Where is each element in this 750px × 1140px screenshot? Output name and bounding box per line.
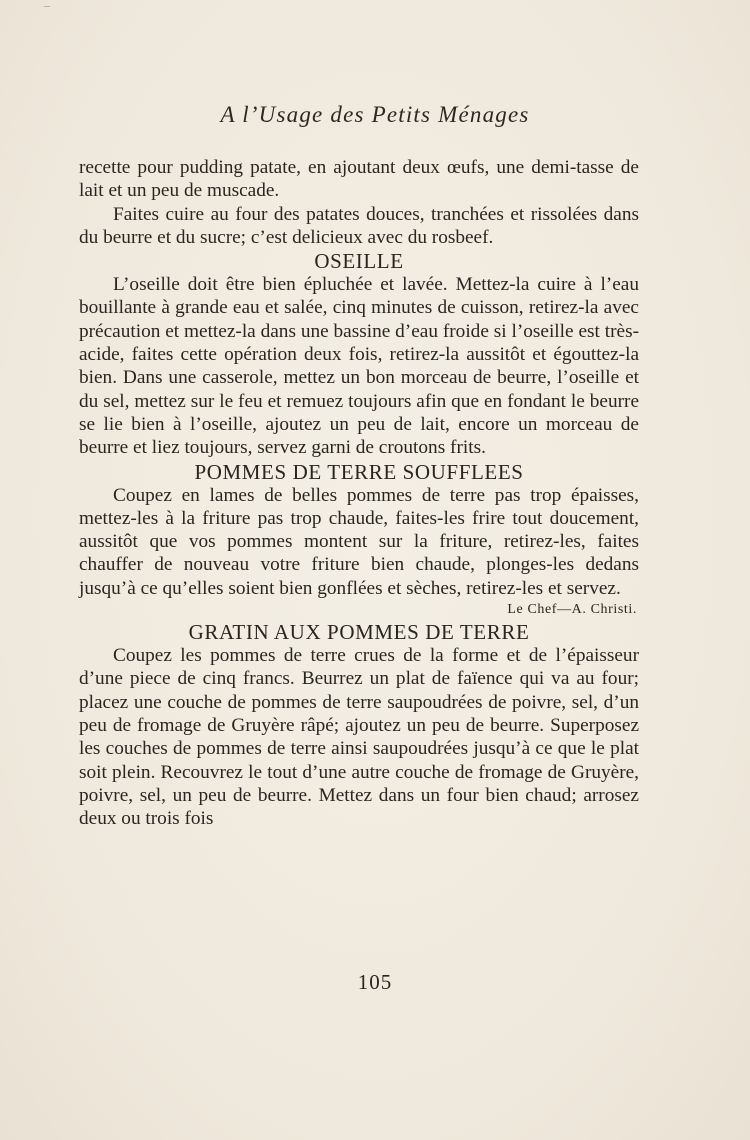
paragraph-pommes-soufflees: Coupez en lames de belles pommes de terre pas trop épaisses, mettez-les à la friture pas trop chaude, faites-les frire tout doucement, aussitôt que vos pommes montent sur la friture, retirez-les, faites chauffer de nouveau votre friture bien chaude, plonges-les dedans jusqu’à ce qu’elles soient bien gonflées et sèches, retirez-les et servez. xyxy=(79,484,639,599)
paragraph-patates-douces: Faites cuire au four des patates douces, tranchées et rissolées dans du beurre et du sucre; c’est delicieux avec du rosbeef. xyxy=(79,203,639,248)
running-title: A l’Usage des Petits Ménages xyxy=(220,102,530,127)
signature: Le Chef—A. Christi. xyxy=(507,602,637,618)
page-body xyxy=(79,156,639,830)
edge-mark xyxy=(44,6,50,7)
heading-oseille: OSEILLE xyxy=(314,249,404,274)
paragraph-oseille: L’oseille doit être bien épluchée et lavée. Mettez-la cuire à l’eau bouillante à grande eau et salée, cinq minutes de cuisson, retirez-la avec précaution et mettez-la dans une bassine d’eau froide si l’oseille est très-acide, faites cette opération deux fois, retirez-la aussitôt et égouttez-la bien. Dans une casserole, mettez un bon morceau de beurre, l’oseille et du sel, mettez sur le feu et remuez toujours afin que en fondant le beurre se lie bien à l’oseille, ajoutez un peu de lait, encore un morceau de beurre et liez toujours, servez garni de croutons frits. xyxy=(79,274,639,459)
page-number: 105 xyxy=(357,970,393,994)
heading-pommes-soufflees: POMMES DE TERRE SOUFFLEES xyxy=(194,459,524,484)
heading-gratin: GRATIN AUX POMMES DE TERRE xyxy=(188,620,530,645)
paragraph-continuation: recette pour pudding patate, en ajoutant deux œufs, une demi-tasse de lait et un peu de muscade. xyxy=(79,157,639,202)
paragraph-gratin: Coupez les pommes de terre crues de la forme et de l’épaisseur d’une piece de cinq francs. Beurrez un plat de faïence qui va au four; placez une couche de pommes de terre saupoudrées de poivre, sel, d’un peu de fromage de Gruyère râpé; ajoutez un peu de beurre. Superposez les couches de pommes de terre ainsi saupoudrées jusqu’à ce que le plat soit plein. Recouvrez le tout d’une autre couche de fromage de Gruyère, poivre, sel, un peu de beurre. Mettez dans un four bien chaud; arrosez deux ou trois fois xyxy=(79,645,639,830)
